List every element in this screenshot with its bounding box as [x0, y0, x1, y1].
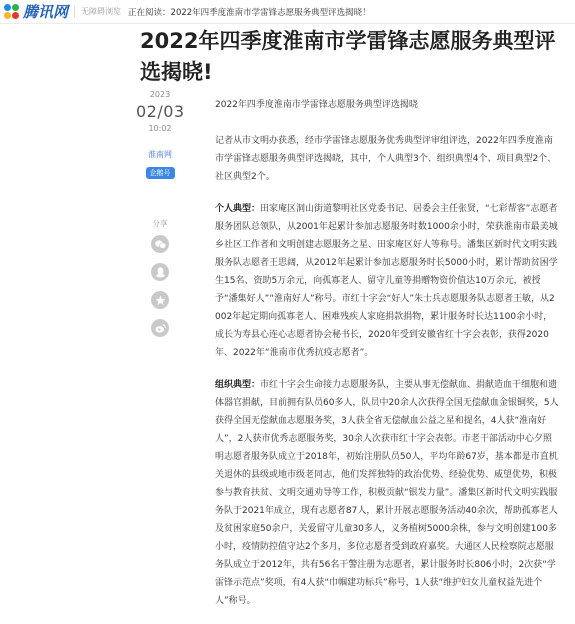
top-bar [0, 0, 575, 24]
article-body [215, 96, 560, 624]
publish-date: 02/03 [136, 102, 185, 121]
paragraph-label-individual: 个人典型： [215, 204, 261, 214]
paragraph-label-organization: 组织典型： [215, 380, 261, 390]
article-paragraph-intro: 记者从市文明办获悉，经市学雷锋志愿服务优秀典型评审组评选，2022年四季度淮南市学雷锋志愿服务典型评选揭晓，其中，个人典型3个、组织典型4个、项目典型2个、社区典型2个。 [215, 136, 557, 182]
article-meta [136, 90, 184, 179]
paragraph-text-organization: 市红十字会生命接力志愿服务队，主要从事无偿献血、捐献造血干细胞和遗体器官捐献，目前拥有队员60多人，队员中20余人次获得全国无偿献血金银铜奖，5人获得全国无偿献血志愿服务奖，3人获全省无偿献血公益之星和提名，4人获“淮南好人”，2人获市优秀志愿服务奖，30余人次获市红十字会表彰。市老干部活动中心夕照明志愿者服务队成立于2018年，初始注册队员50人，平均年龄67岁，基本都是市直机关退休的县级或地市级老同志，他们发挥独特的政治优势、经验优势、威望优势，积极参与教育扶贫、文明交通劝导等工作，积极贡献“银发力量”。潘集区新时代文明实践服务队于2021年成立，现有志愿者87人，累计开展志愿服务活动40余次，帮助孤寡老人及贫困家庭50余户，关爱留守儿童30多人，义务植树5000余株，参与文明创建100多小时，疫情防控值守达2个多月，多位志愿者受到政府嘉奖。大通区人民检察院志愿服务队成立于2012年，共有56名干警注册为志愿者，累计服务时长806小时，2次获“学雷锋示范点”奖项，有4人获“巾帼建功标兵”称号，1人获“维护妇女儿童权益先进个人”称号。 [215, 380, 559, 606]
topbar-divider [74, 6, 75, 18]
accessibility-link[interactable]: 无障碍浏览 [81, 7, 122, 16]
site-logo[interactable] [0, 0, 68, 24]
publish-year: 2023 [149, 90, 171, 99]
article-source[interactable]: 淮南网 [148, 150, 172, 159]
now-reading-title: 2022年四季度淮南市学雷锋志愿服务典型评选揭晓！ [170, 7, 371, 18]
qq-icon[interactable] [151, 263, 169, 281]
wechat-icon[interactable] [151, 235, 169, 253]
qzone-icon[interactable] [151, 291, 169, 309]
article-paragraph-organization [215, 376, 560, 610]
source-badge: 企鹅号 [146, 167, 175, 179]
share-panel [146, 218, 174, 347]
paragraph-text-individual: 田家庵区洞山街道黎明社区党委书记、居委会主任张贤，“七彩帮客”志愿者服务团队总领队，从2001年起累计参加志愿服务时数1000余小时，荣获淮南市最美城乡社区工作者和文明创建志愿服务之星、田家庵区好人等称号。潘集区新时代文明实践服务队志愿者王思阔，从2012年起累计参加志愿服务时长5000小时，累计帮助贫困学生15名、资助5万余元，向孤寡老人、留守儿童等捐赠物资价值达10万余元，被授予“潘集好人”“淮南好人”称号。市红十字会“好人”朱士兵志愿服务队志愿者王敏，从2002年起定期向孤寡老人、困难残疾人家庭捐款捐物，累计服务时长达1100余小时，成长为寿县心连心志愿者协会秘书长，2020年受到安徽省红十字会表彰，获得2020年、2022年“淮南市优秀抗疫志愿者”。 [215, 204, 558, 358]
publish-time: 10:02 [148, 124, 172, 133]
logo-text: 腾讯网 [23, 3, 69, 21]
article-lead: 2022年四季度淮南市学雷锋志愿服务典型评选揭晓 [215, 100, 418, 110]
share-label: 分享 [152, 219, 168, 228]
tencent-logo-icon [4, 4, 20, 20]
now-reading-label: 正在阅读： [128, 7, 171, 18]
article-title: 2022年四季度淮南市学雷锋志愿服务典型评选揭晓! [140, 29, 556, 84]
now-reading [128, 6, 371, 18]
article-paragraph-individual [215, 200, 560, 362]
weibo-icon[interactable] [151, 319, 169, 337]
